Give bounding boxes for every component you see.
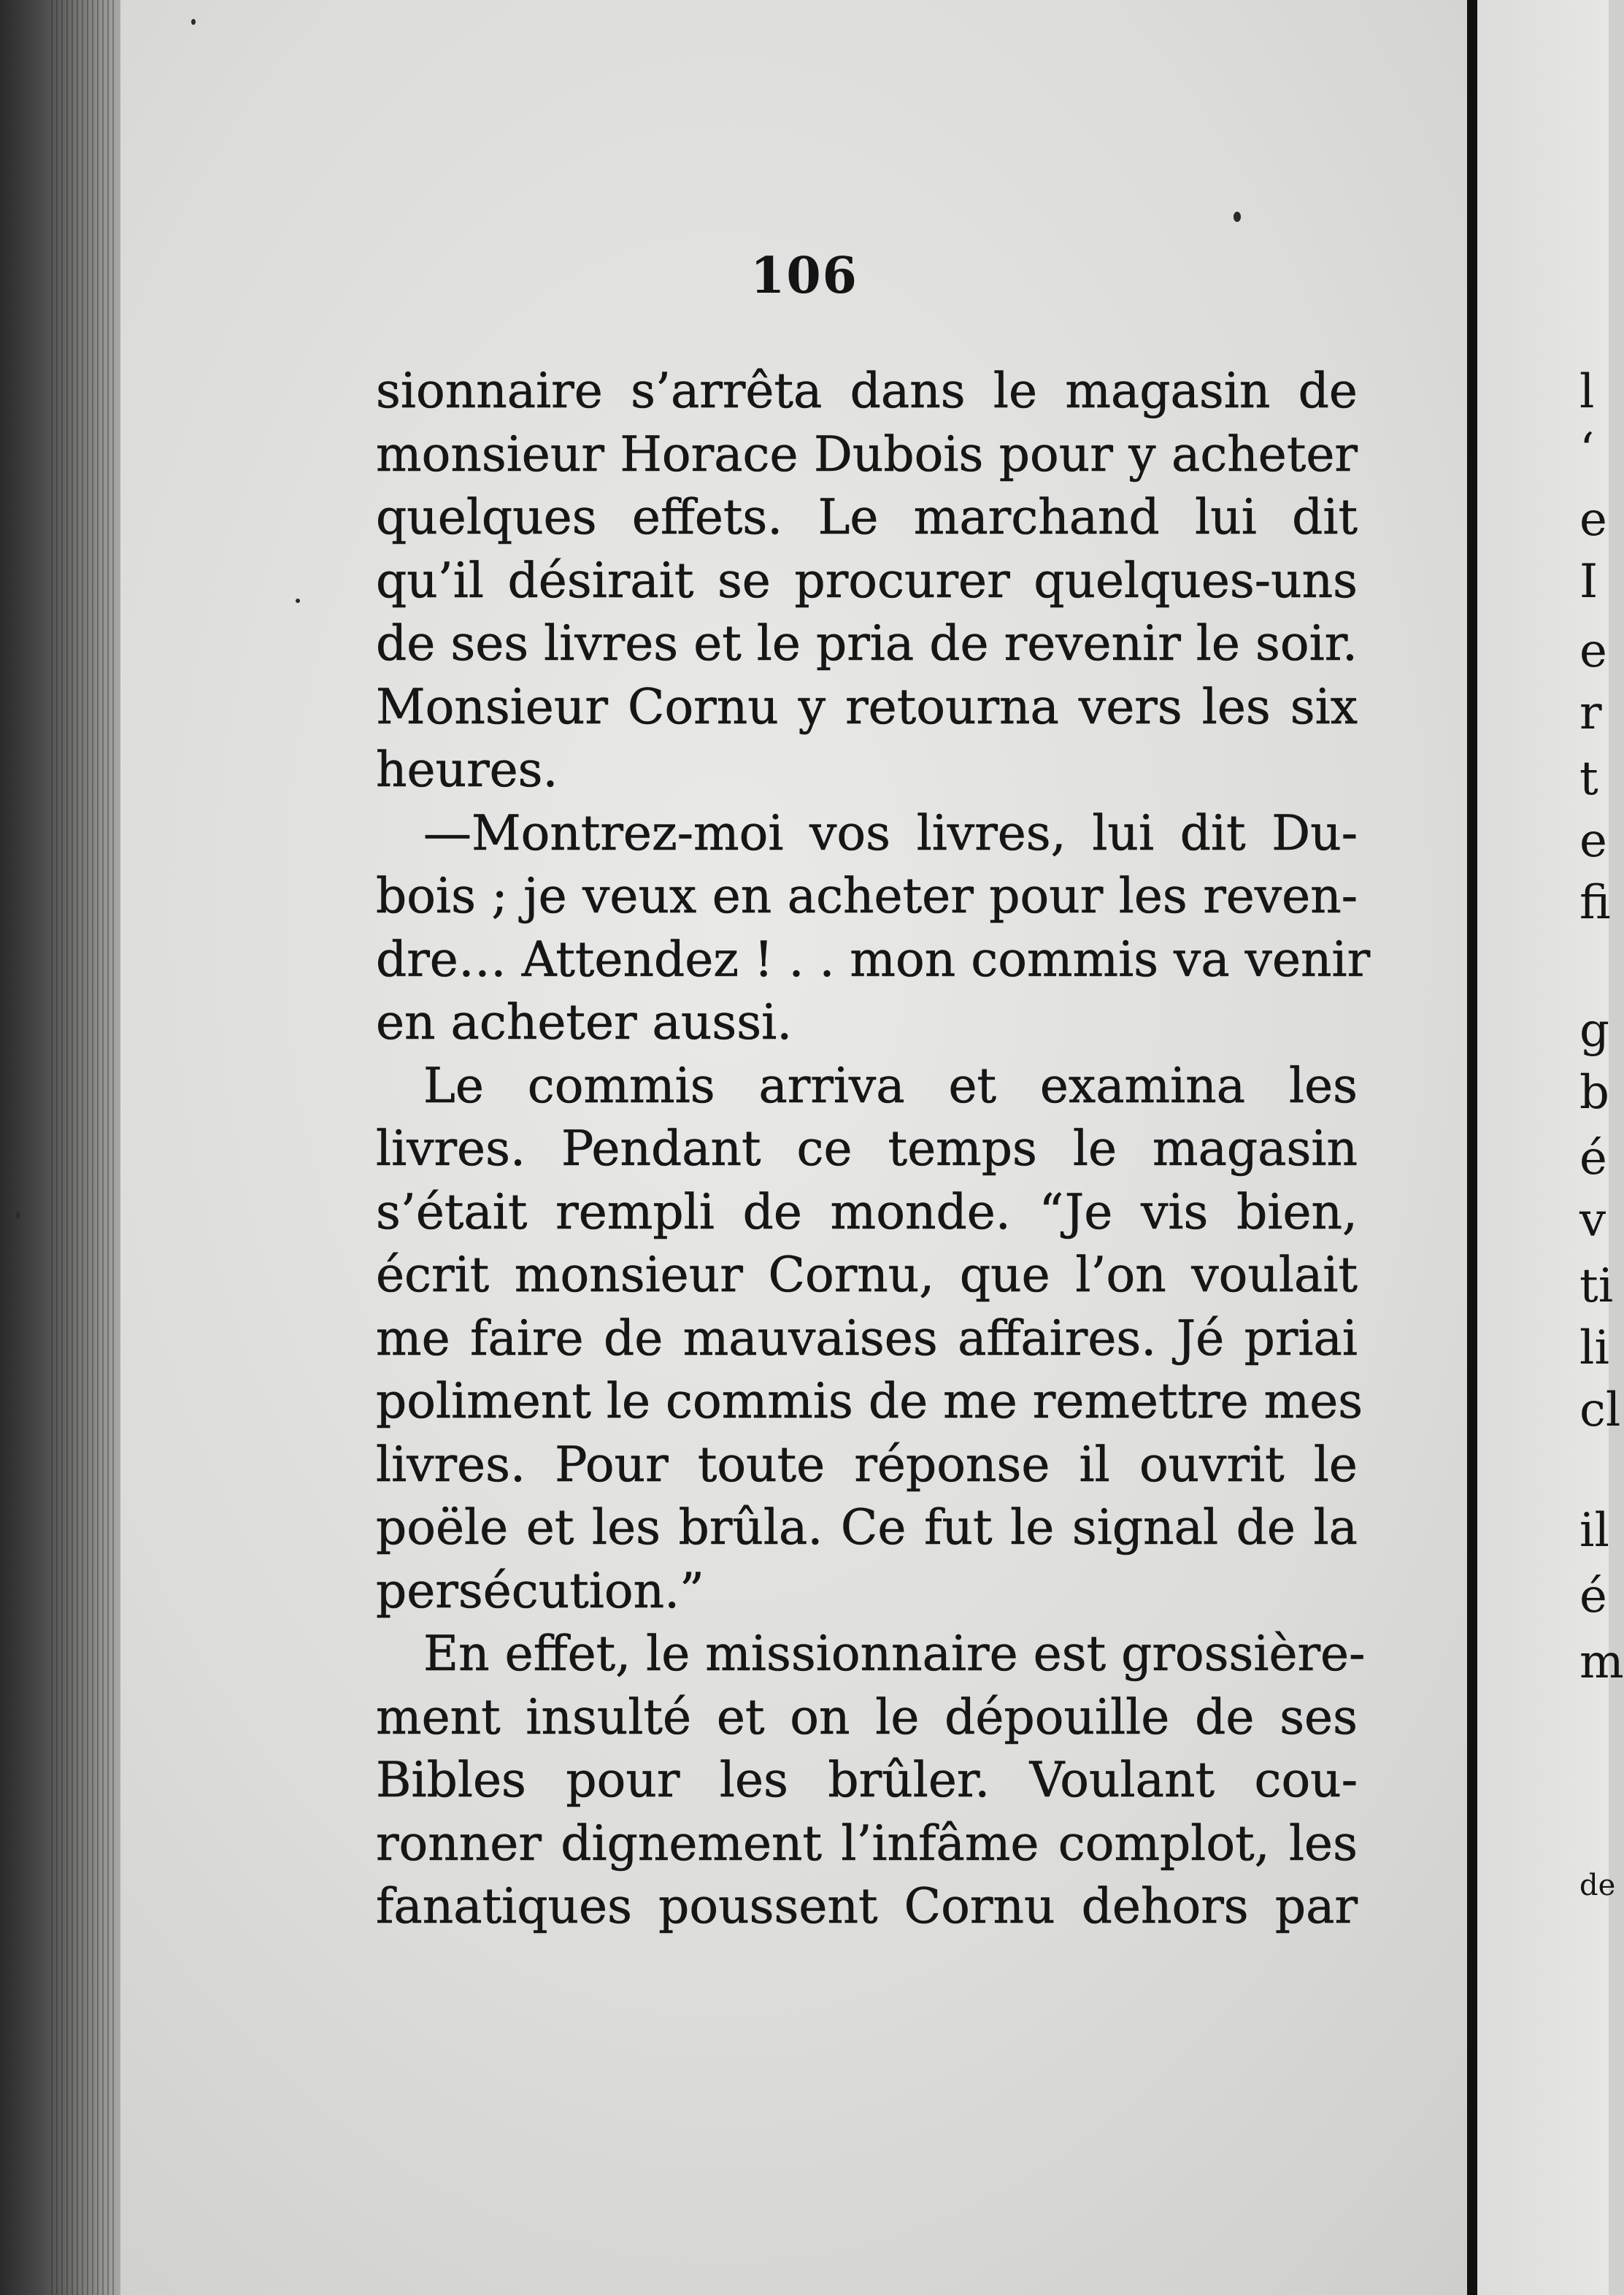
- adjacent-page-letter: I: [1579, 555, 1598, 609]
- scan-speck: [1234, 212, 1241, 222]
- text-line: bois ; je veux en acheter pour les reven-: [376, 868, 1358, 924]
- text-line: livres. Pendant ce temps le magasin: [376, 1120, 1358, 1177]
- text-line: Monsieur Cornu y retourna vers les six: [376, 678, 1358, 735]
- adjacent-page-letter: e: [1579, 624, 1607, 678]
- adjacent-page-letter: g: [1579, 1004, 1609, 1058]
- text-line: ment insulté et on le dépouille de ses: [376, 1688, 1358, 1745]
- scan-speck: [296, 599, 300, 603]
- text-line: monsieur Horace Dubois pour y acheter: [376, 426, 1358, 483]
- adjacent-page-letter: li: [1579, 1321, 1609, 1375]
- adjacent-page-letter: é: [1579, 1569, 1607, 1623]
- adjacent-page-letter: b: [1579, 1066, 1609, 1120]
- text-line: en acheter aussi.: [376, 994, 793, 1050]
- adjacent-page-letter: r: [1579, 686, 1602, 740]
- adjacent-page-letter: e: [1579, 814, 1607, 868]
- text-line: heures.: [376, 742, 558, 798]
- text-line: sionnaire s’arrêta dans le magasin de: [376, 363, 1358, 419]
- text-line: de ses livres et le pria de revenir le soir.: [376, 615, 1358, 672]
- text-line: Bibles pour les brûler. Voulant cou-: [376, 1752, 1358, 1808]
- adjacent-page-letter: m: [1579, 1635, 1624, 1689]
- text-line: —Montrez-moi vos livres, lui dit Du-: [423, 804, 1358, 861]
- text-line: ronner dignement l’infâme complot, les: [376, 1815, 1358, 1872]
- adjacent-page-letter: cl: [1579, 1383, 1621, 1437]
- text-line: fanatiques poussent Cornu dehors par: [376, 1878, 1358, 1934]
- text-line: écrit monsieur Cornu, que l’on voulait: [376, 1247, 1358, 1303]
- text-line: Le commis arriva et examina les: [423, 1057, 1358, 1114]
- adjacent-page-letter: e: [1579, 493, 1607, 547]
- text-line: s’était rempli de monde. “Je vis bien,: [376, 1183, 1358, 1240]
- text-line: persécution.”: [376, 1562, 704, 1619]
- scan-speck: [16, 1212, 20, 1219]
- adjacent-page-letter: l: [1579, 365, 1595, 419]
- adjacent-page-letter: v: [1579, 1193, 1606, 1248]
- adjacent-page-letter: é: [1579, 1131, 1607, 1185]
- adjacent-page-fragment: [1477, 0, 1624, 2295]
- text-line: poliment le commis de me remettre mes: [376, 1373, 1363, 1429]
- page-number: 106: [750, 247, 858, 305]
- scan-speck: [191, 19, 196, 25]
- text-line: me faire de mauvaises affaires. Jé priai: [376, 1310, 1358, 1366]
- adjacent-page-letter: ‘: [1579, 423, 1595, 477]
- text-line: livres. Pour toute réponse il ouvrit le: [376, 1436, 1358, 1493]
- adjacent-page-letter: de: [1579, 1869, 1616, 1902]
- text-line: qu’il désirait se procurer quelques-uns: [376, 552, 1358, 609]
- body-text: [376, 360, 1371, 1939]
- text-line: poële et les brûla. Ce fut le signal de la: [376, 1499, 1358, 1556]
- text-line: quelques effets. Le marchand lui dit: [376, 489, 1358, 545]
- adjacent-page-letter: fi: [1579, 876, 1611, 930]
- text-line: dre… Attendez ! . . mon commis va venir: [376, 931, 1371, 988]
- gutter-divider: [1467, 0, 1477, 2295]
- adjacent-page-letter: il: [1579, 1504, 1609, 1558]
- page-edge-stripes: [51, 0, 117, 2295]
- adjacent-page-letter: t: [1579, 752, 1598, 806]
- adjacent-page-letter: ti: [1579, 1259, 1614, 1313]
- text-line: En effet, le missionnaire est grossière-: [423, 1626, 1366, 1682]
